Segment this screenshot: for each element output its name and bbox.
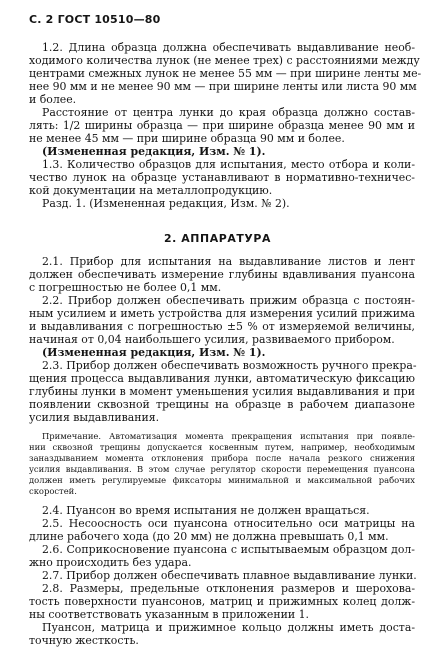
text-line: Пуансон, матрица и прижимное кольцо должны иметь доста- <box>42 621 415 634</box>
text-line: длине рабочего хода (до 20 мм) не должна превышать 0,1 мм. <box>29 530 389 543</box>
text-line: Расстояние от центра лунки до края образца должно состав- <box>42 106 415 119</box>
text-line: жно происходить без удара. <box>29 556 192 569</box>
text-line: кой документации на металлопродукцию. <box>29 184 273 197</box>
text-line: 2.8. Размеры, предельные отклонения размеров и шерохова- <box>42 582 415 595</box>
text-line: щения процесса выдавливания лунки, автоматическую фиксацию <box>29 372 415 385</box>
text-line: 2.6. Соприкосновение пуансона с испытываемым образцом дол- <box>42 543 415 556</box>
text-line: глубины лунки в момент уменьшения усилия выдавливания и при <box>29 385 415 398</box>
text-line: 1.2. Длина образца должна обеспечивать выдавливание необ- <box>42 41 415 54</box>
page-header: С. 2 ГОСТ 10510—80 <box>29 13 161 26</box>
text-line: центрами смежных лунок не менее 55 мм — при ширине ленты ме- <box>29 67 422 80</box>
text-line: 2.1. Прибор для испытания на выдавливание листов и лент <box>42 255 415 268</box>
text-line: ным усилием и иметь устройства для измерения усилий прижима <box>29 307 415 320</box>
amendment-note: (Измененная редакция, Изм. № 1). <box>42 145 266 158</box>
text-line: чество лунок на образце устанавливают в нормативно-техничес- <box>29 171 415 184</box>
text-line: 2.5. Несоосность оси пуансона относительно оси матрицы на <box>42 517 415 530</box>
text-line: должен обеспечивать измерение глубины вдавливания пуансона <box>29 268 415 281</box>
text-line: 2.4. Пуансон во время испытания не должен вращаться. <box>42 504 370 517</box>
note-line: усилия выдавливания. В этом случае регулятор скорости перемещения пуансона <box>29 464 415 474</box>
text-line: не менее 45 мм — при ширине образца 90 мм и более. <box>29 132 345 145</box>
text-line: 2.3. Прибор должен обеспечивать возможность ручного прекра- <box>42 359 417 372</box>
text-line: 1.3. Количество образцов для испытания, место отбора и коли- <box>42 158 415 171</box>
text-line: и более. <box>29 93 77 106</box>
note-line: Примечание. Автоматизация момента прекращения испытания при появле- <box>42 431 415 441</box>
text-line: точную жесткость. <box>29 634 139 647</box>
text-line: ны соответствовать указанным в приложении 1. <box>29 608 309 621</box>
section-heading: 2. АППАРАТУРА <box>163 232 272 245</box>
section-amendment-note: Разд. 1. (Измененная редакция, Изм. № 2). <box>42 197 290 210</box>
text-line: начиная от 0,04 наибольшего усилия, развиваемого прибором. <box>29 333 395 346</box>
note-line: скоростей. <box>29 486 77 496</box>
text-line: нее 90 мм и не менее 90 мм — при ширине ленты или листа 90 мм <box>29 80 417 93</box>
amendment-note: (Измененная редакция, Изм. № 1). <box>42 346 266 359</box>
text-line: усилия выдавливания. <box>29 411 160 424</box>
note-line: должен иметь регулируемые фиксаторы минимальной и максимальной рабочих <box>29 475 415 485</box>
text-line: лять: 1/2 ширины образца — при ширине образца менее 90 мм и <box>29 119 415 132</box>
text-line: и выдавливания с погрешностью ±5 % от измеряемой величины, <box>29 320 415 333</box>
note-line: заназдыванием момента отклонения прибора после начала резкого снижения <box>29 453 415 463</box>
text-line: тость поверхности пуансонов, матриц и прижимных колец долж- <box>29 595 415 608</box>
text-line: 2.2. Прибор должен обеспечивать прижим образца с постоян- <box>42 294 415 307</box>
text-line: 2.7. Прибор должен обеспечивать плавное выдавливание лунки. <box>42 569 417 582</box>
note-line: нии сквозной трещины допускается косвенным путем, например, необходимым <box>29 442 415 452</box>
text-line: ходимого количества лунок (не менее трех) с расстояниями между <box>29 54 420 67</box>
text-line: появлении сквозной трещины на образце в рабочем диапазоне <box>29 398 415 411</box>
text-line: с погрешностью не более 0,1 мм. <box>29 281 222 294</box>
